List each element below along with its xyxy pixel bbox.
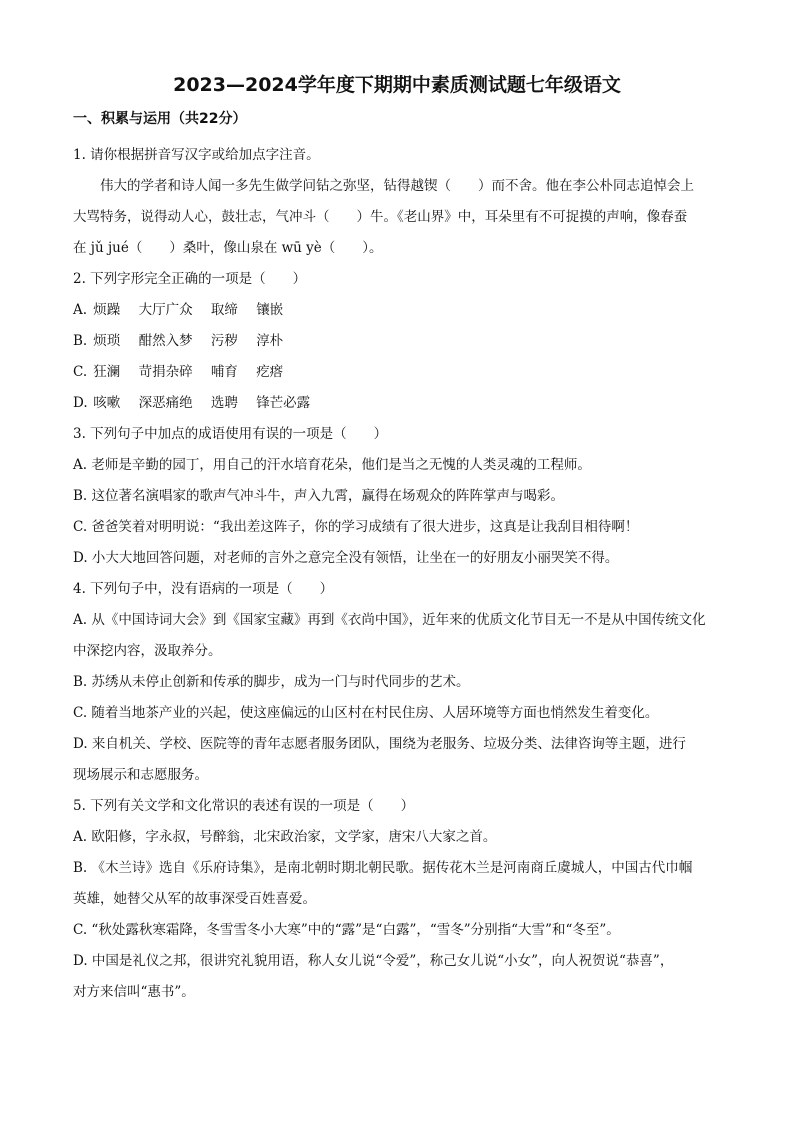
question-2-option-a bbox=[73, 295, 723, 326]
question-content bbox=[73, 140, 723, 1008]
question-5-stem: 5. 下列有关文学和文化常识的表述有误的一项是（ ） bbox=[73, 798, 415, 814]
question-4-option-d-continued: 现场展示和志愿服务。 bbox=[73, 767, 208, 783]
option-word: 镶嵌 bbox=[256, 302, 284, 318]
option-word: 疙瘩 bbox=[256, 364, 284, 380]
option-word: 污秽 bbox=[210, 333, 238, 349]
question-4-option-a: A. 从《中国诗词大会》到《国家宝藏》再到《衣尚中国》，近年来的优质文化节目无一不是从中国传统文化 bbox=[73, 612, 706, 628]
question-1-passage-line: 伟大的学者和诗人闻一多先生做学问钻之弥坚，钻得越锲（ ）而不舍。他在李公朴同志追悼会上 bbox=[100, 178, 694, 194]
option-word: 选聘 bbox=[210, 395, 238, 411]
option-word: 烦躁 bbox=[93, 302, 121, 318]
option-letter: C. bbox=[73, 364, 88, 380]
question-5-option-a: A. 欧阳修，字永叔，号醉翁，北宋政治家，文学家，唐宋八大家之首。 bbox=[73, 829, 497, 845]
question-4-option-c: C. 随着当地茶产业的兴起，使这座偏远的山区村在村民住房、人居环境等方面也悄然发生着变化。 bbox=[73, 705, 659, 721]
question-3-option-a: A. 老师是辛勤的园丁，用自己的汗水培育花朵，他们是当之无愧的人类灵魂的工程师。 bbox=[73, 457, 591, 473]
option-word: 狂澜 bbox=[93, 364, 121, 380]
question-5-option-b: B. 《木兰诗》选自《乐府诗集》，是南北朝时期北朝民歌。据传花木兰是河南商丘虞城人，中国古代巾帼 bbox=[73, 860, 693, 876]
question-5-option-d: D. 中国是礼仪之邦，很讲究礼貌用语，称人女儿说“令爱”，称己女儿说“小女”，向人祝贺说“恭喜”， bbox=[73, 953, 674, 969]
question-4-stem: 4. 下列句子中，没有语病的一项是（ ） bbox=[73, 581, 334, 597]
question-2-option-b bbox=[73, 326, 723, 357]
section-heading: 一、积累与运用（共22分） bbox=[73, 111, 247, 127]
option-letter: B. bbox=[73, 333, 88, 349]
option-word: 苛捐杂碎 bbox=[138, 364, 193, 380]
option-word: 淳朴 bbox=[256, 333, 284, 349]
question-2-stem: 2. 下列字形完全正确的一项是（ ） bbox=[73, 271, 307, 287]
question-3-option-b: B. 这位著名演唱家的歌声气冲斗牛，声入九霄，赢得在场观众的阵阵掌声与喝彩。 bbox=[73, 488, 565, 504]
option-word: 哺育 bbox=[210, 364, 238, 380]
question-5-option-d-continued: 对方来信叫“惠书”。 bbox=[73, 984, 195, 1000]
question-3-option-c: C. 爸爸笑着对明明说：“我出差这阵子，你的学习成绩有了很大进步，这真是让我刮目相待啊！ bbox=[73, 519, 639, 535]
question-4-option-b: B. 苏绣从未停止创新和传承的脚步，成为一门与时代同步的艺术。 bbox=[73, 674, 470, 690]
question-3-option-d: D. 小大大地回答问题，对老师的言外之意完全没有领悟，让坐在一的好朋友小丽哭笑不得。 bbox=[73, 550, 619, 566]
option-word: 锋芒必露 bbox=[256, 395, 311, 411]
question-2-option-d bbox=[73, 388, 723, 419]
question-5-option-c: C. “秋处露秋寒霜降，冬雪雪冬小大寒”中的“露”是“白露”，“雪冬”分别指“大雪”和“冬至”。 bbox=[73, 922, 620, 938]
question-4-option-d: D. 来自机关、学校、医院等的青年志愿者服务团队，围绕为老服务、垃圾分类、法律咨询等主题，进行 bbox=[73, 736, 686, 752]
option-word: 烦琐 bbox=[93, 333, 121, 349]
question-1-stem: 1. 请你根据拼音写汉字或给加点字注音。 bbox=[73, 147, 320, 163]
page-title: 2023—2024学年度下期期中素质测试题七年级语文 bbox=[173, 74, 621, 96]
question-3-stem: 3. 下列句子中加点的成语使用有误的一项是（ ） bbox=[73, 426, 388, 442]
option-word: 大厅广众 bbox=[138, 302, 193, 318]
question-1-passage-line: 在 jǔ jué（ ）桑叶，像山泉在 wū yè（ ）。 bbox=[73, 240, 383, 256]
question-4-option-a-continued: 中深挖内容，汲取养分。 bbox=[73, 643, 222, 659]
question-5-option-b-continued: 英雄，她替父从军的故事深受百姓喜爱。 bbox=[73, 891, 316, 907]
question-1-passage-line: 大骂特务，说得动人心，鼓壮志，气冲斗（ ）牛。《老山界》中，耳朵里有不可捉摸的声响，像春蚕 bbox=[73, 209, 688, 225]
option-word: 咳嗽 bbox=[93, 395, 121, 411]
option-word: 取缔 bbox=[210, 302, 238, 318]
question-2-option-c bbox=[73, 357, 723, 388]
option-letter: A. bbox=[73, 302, 88, 318]
option-letter: D. bbox=[73, 395, 88, 411]
option-word: 深恶痛绝 bbox=[138, 395, 193, 411]
option-word: 酣然入梦 bbox=[138, 333, 193, 349]
